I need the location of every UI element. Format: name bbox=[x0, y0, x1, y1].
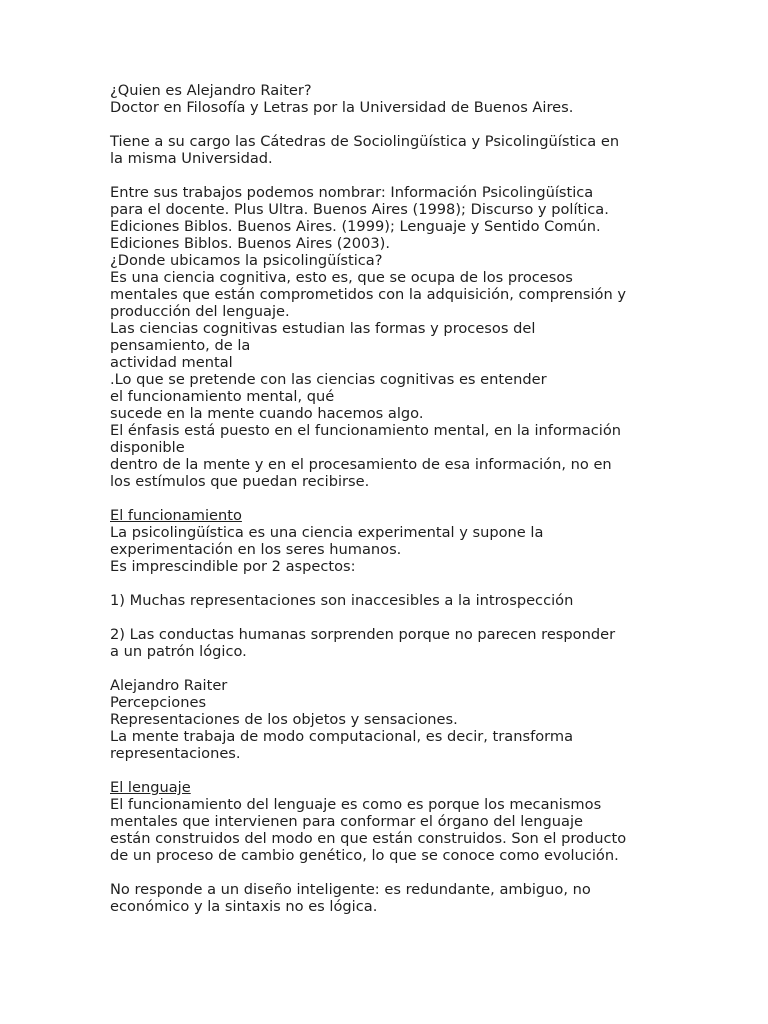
text-line: el funcionamiento mental, qué bbox=[110, 388, 335, 405]
paragraph-trabajos bbox=[110, 184, 670, 490]
text-line: Percepciones bbox=[110, 694, 207, 711]
text-line: a un patrón lógico. bbox=[110, 643, 247, 660]
paragraph-gap bbox=[110, 490, 670, 507]
text-line: mentales que están comprometidos con la adquisición, comprensión y bbox=[110, 286, 626, 303]
text-line: El énfasis está puesto en el funcionamiento mental, en la información bbox=[110, 422, 622, 439]
text-line: Es imprescindible por 2 aspectos: bbox=[110, 558, 356, 575]
text-line: .Lo que se pretende con las ciencias cognitivas es entender bbox=[110, 371, 547, 388]
paragraph-gap bbox=[110, 660, 670, 677]
paragraph-experimental bbox=[110, 524, 670, 575]
paragraph-gap bbox=[110, 609, 670, 626]
text-line: La psicolingüística es una ciencia experimental y supone la bbox=[110, 524, 544, 541]
document-title: ¿Quien es Alejandro Raiter? bbox=[110, 82, 312, 99]
paragraph-gap bbox=[110, 116, 670, 133]
point-two bbox=[110, 626, 670, 660]
document-page bbox=[110, 82, 670, 915]
text-line: disponible bbox=[110, 439, 185, 456]
text-line: 2) Las conductas humanas sorprenden porque no parecen responder bbox=[110, 626, 616, 643]
paragraph-gap bbox=[110, 575, 670, 592]
text-line: producción del lenguaje. bbox=[110, 303, 290, 320]
intro-line: Doctor en Filosofía y Letras por la Universidad de Buenos Aires. bbox=[110, 99, 574, 116]
paragraph-lenguaje bbox=[110, 796, 670, 864]
text-line: No responde a un diseño inteligente: es redundante, ambiguo, no bbox=[110, 881, 591, 898]
paragraph-gap bbox=[110, 167, 670, 184]
text-line: ¿Donde ubicamos la psicolingüística? bbox=[110, 252, 383, 269]
text-line: Representaciones de los objetos y sensaciones. bbox=[110, 711, 458, 728]
text-line: El funcionamiento del lenguaje es como es porque los mecanismos bbox=[110, 796, 602, 813]
heading-funcionamiento: El funcionamiento bbox=[110, 507, 242, 524]
text-line: los estímulos que puedan recibirse. bbox=[110, 473, 370, 490]
text-line: Ediciones Biblos. Buenos Aires. (1999); Lenguaje y Sentido Común. bbox=[110, 218, 601, 235]
text-line: para el docente. Plus Ultra. Buenos Aires (1998); Discurso y política. bbox=[110, 201, 609, 218]
text-line: económico y la sintaxis no es lógica. bbox=[110, 898, 378, 915]
text-line: mentales que intervienen para conformar el órgano del lenguaje bbox=[110, 813, 583, 830]
text-line: Es una ciencia cognitiva, esto es, que se ocupa de los procesos bbox=[110, 269, 573, 286]
text-line: sucede en la mente cuando hacemos algo. bbox=[110, 405, 424, 422]
text-line: Ediciones Biblos. Buenos Aires (2003). bbox=[110, 235, 390, 252]
text-line: pensamiento, de la bbox=[110, 337, 251, 354]
text-line: están construidos del modo en que están construidos. Son el producto bbox=[110, 830, 627, 847]
paragraph-diseno bbox=[110, 881, 670, 915]
text-line: actividad mental bbox=[110, 354, 233, 371]
paragraph-gap bbox=[110, 762, 670, 779]
paragraph-gap bbox=[110, 864, 670, 881]
text-line: La mente trabaja de modo computacional, es decir, transforma bbox=[110, 728, 574, 745]
text-line: Tiene a su cargo las Cátedras de Sociolingüística y Psicolingüística en bbox=[110, 133, 620, 150]
point-one: 1) Muchas representaciones son inaccesibles a la introspección bbox=[110, 592, 574, 609]
text-line: Entre sus trabajos podemos nombrar: Información Psicolingüística bbox=[110, 184, 594, 201]
text-line: experimentación en los seres humanos. bbox=[110, 541, 402, 558]
heading-lenguaje: El lenguaje bbox=[110, 779, 191, 796]
text-line: representaciones. bbox=[110, 745, 241, 762]
paragraph-percepciones bbox=[110, 677, 670, 762]
paragraph-catedras bbox=[110, 133, 670, 167]
text-line: de un proceso de cambio genético, lo que se conoce como evolución. bbox=[110, 847, 619, 864]
text-line: Las ciencias cognitivas estudian las formas y procesos del bbox=[110, 320, 536, 337]
text-line: Alejandro Raiter bbox=[110, 677, 228, 694]
text-line: dentro de la mente y en el procesamiento de esa información, no en bbox=[110, 456, 612, 473]
text-line: la misma Universidad. bbox=[110, 150, 273, 167]
